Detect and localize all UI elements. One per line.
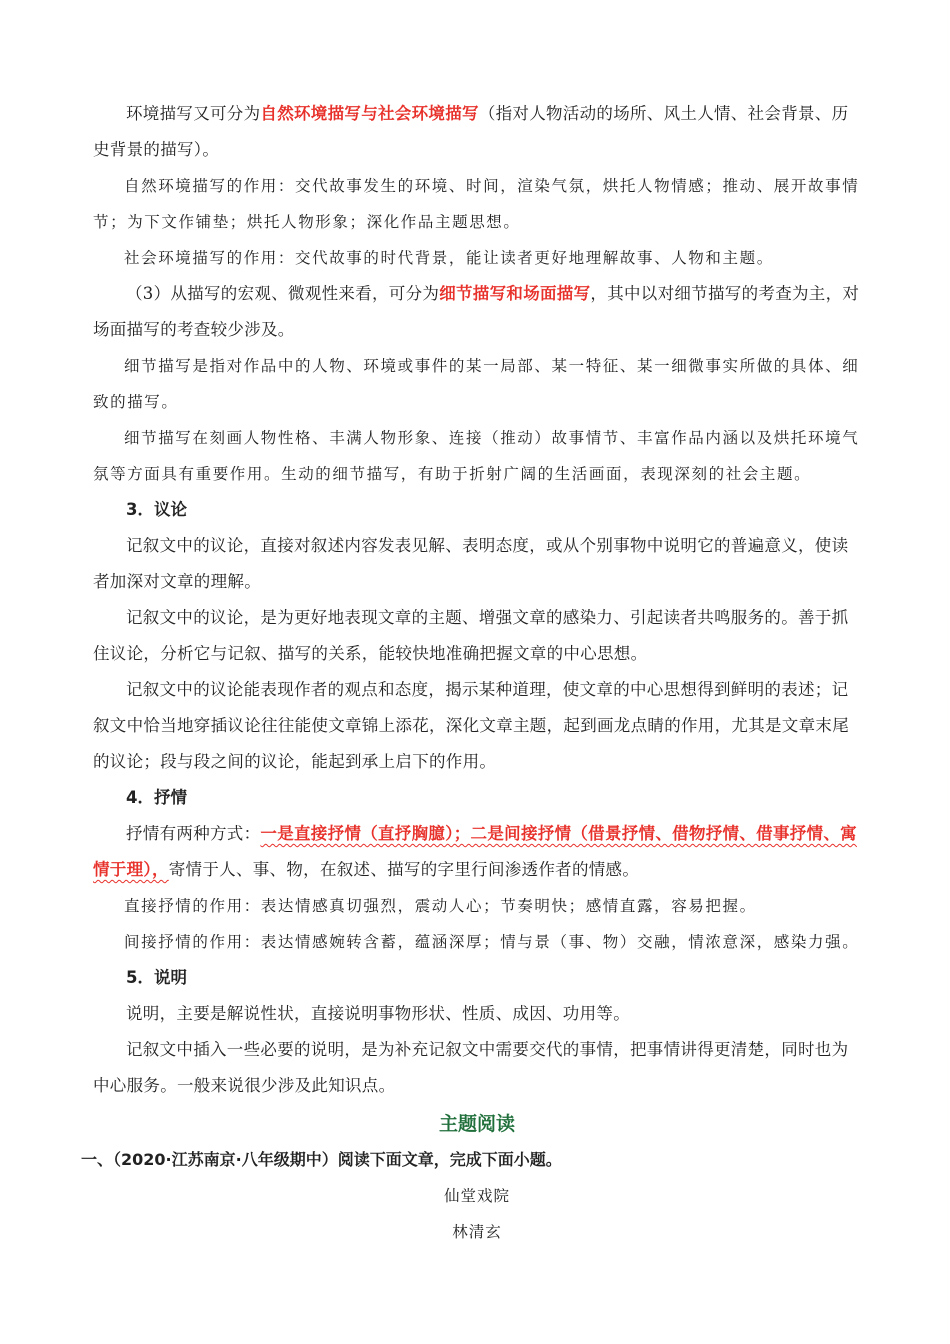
text: （3）从描写的宏观、微观性来看，可分为 <box>126 284 440 303</box>
explanation-paragraph-1: 说明，主要是解说性状，直接说明事物形状、性质、成因、功用等。 <box>126 1004 630 1023</box>
discussion-paragraph-3: 记叙文中的议论能表现作者的观点和态度，揭示某种道理，使文章的中心思想得到鲜明的表述；记叙文中恰当地穿插议论往往能使文章锦上添花，深化文章主题，起到画龙点睛的作用，尤其是文章末尾的议论；段与段之间的议论，能起到承上启下的作用。 <box>93 680 849 771</box>
section-title: 主题阅读 <box>438 1113 515 1135</box>
env-natural-paragraph: 自然环境描写的作用：交代故事发生的环境、时间，渲染气氛，烘托人物情感；推动、展开故事情节；为下文作铺垫；烘托人物形象；深化作品主题思想。 <box>93 177 860 231</box>
explanation-paragraph-2: 记叙文中插入一些必要的说明，是为补充记叙文中需要交代的事情，把事情讲得更清楚，同时也为中心服务。一般来说很少涉及此知识点。 <box>93 1040 849 1095</box>
text: 寄情于人、事、物，在叙述、描写的字里行间渗透作者的情感。 <box>168 860 640 879</box>
detail-definition-paragraph: 细节描写是指对作品中的人物、环境或事件的某一局部、某一特征、某一细微事实所做的具体、细致的描写。 <box>93 357 860 411</box>
article-author: 林清玄 <box>452 1223 502 1241</box>
lyric-direct-paragraph: 直接抒情的作用：表达情感真切强烈，震动人心；节奏明快；感情直露，容易把握。 <box>124 897 757 915</box>
lyric-methods-paragraph <box>93 816 861 888</box>
detail-scene-paragraph <box>93 276 861 348</box>
heading-lyric: 4．抒情 <box>126 788 187 807</box>
highlight-text: 细节描写和场面描写 <box>439 284 591 303</box>
env-paragraph-types <box>93 96 861 168</box>
document-body <box>81 96 861 1250</box>
highlight-text: 一是直接抒情（直抒胸臆）；二是间接抒情（借景抒情、借物抒情、借事抒情、寓情于理）， <box>93 824 857 879</box>
env-social-paragraph: 社会环境描写的作用：交代故事的时代背景，能让读者更好地理解故事、人物和主题。 <box>124 249 774 267</box>
heading-discussion: 3．议论 <box>126 500 187 519</box>
question-heading: 一、（2020·江苏南京·八年级期中）阅读下面文章，完成下面小题。 <box>81 1150 562 1169</box>
highlight-text: 自然环境描写与社会环境描写 <box>260 104 479 123</box>
article-title: 仙堂戏院 <box>443 1187 510 1205</box>
text: ，其中以对细节描写的考查为主，对场面描写的考查较少涉及。 <box>93 284 860 339</box>
heading-explanation: 5．说明 <box>126 968 187 987</box>
lyric-indirect-paragraph: 间接抒情的作用：表达情感婉转含蓄，蕴涵深厚；情与景（事、物）交融，情浓意深，感染力强。 <box>124 933 860 951</box>
detail-function-paragraph: 细节描写在刻画人物性格、丰满人物形象、连接（推动）故事情节、丰富作品内涵以及烘托环境气氛等方面具有重要作用。生动的细节描写，有助于折射广阔的生活画面，表现深刻的社会主题。 <box>93 429 860 483</box>
text: 抒情有两种方式： <box>126 824 261 843</box>
text: 环境描写又可分为 <box>126 104 261 123</box>
discussion-paragraph-2: 记叙文中的议论，是为更好地表现文章的主题、增强文章的感染力、引起读者共鸣服务的。善于抓住议论，分析它与记叙、描写的关系，能较快地准确把握文章的中心思想。 <box>93 608 849 663</box>
discussion-paragraph-1: 记叙文中的议论，直接对叙述内容发表见解、表明态度，或从个别事物中说明它的普遍意义，使读者加深对文章的理解。 <box>93 536 849 591</box>
text: （指对人物活动的场所、风土人情、社会背景、历史背景的描写）。 <box>93 104 849 159</box>
